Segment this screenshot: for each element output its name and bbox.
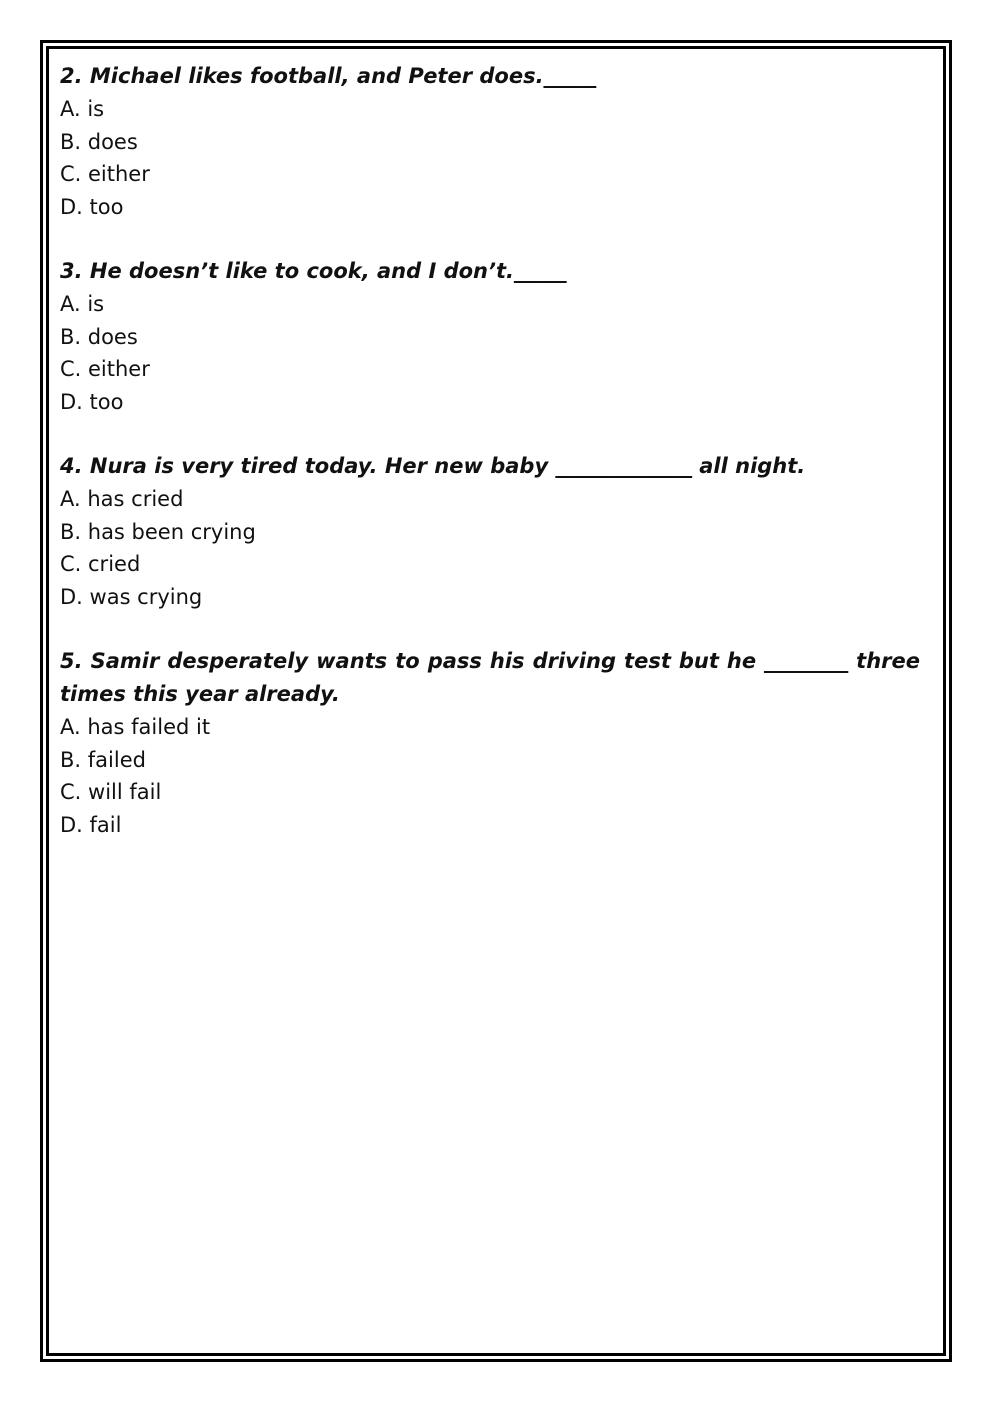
- option-d[interactable]: D. too: [60, 389, 124, 414]
- option-b[interactable]: B. failed: [60, 747, 146, 772]
- question-2: [60, 60, 920, 223]
- option-c[interactable]: C. either: [60, 162, 150, 186]
- option-b[interactable]: B. does: [60, 129, 138, 154]
- option-a[interactable]: A. has cried: [60, 487, 184, 511]
- option-b[interactable]: B. does: [60, 324, 138, 349]
- question-3: [60, 255, 920, 418]
- option-d[interactable]: D. fail: [60, 812, 122, 837]
- option-d[interactable]: D. too: [60, 194, 124, 219]
- question-stem: 3. He doesn’t like to cook, and I don’t._____: [60, 259, 567, 283]
- option-c[interactable]: C. will fail: [60, 780, 162, 804]
- option-b[interactable]: B. has been crying: [60, 519, 256, 544]
- question-5: [60, 645, 920, 841]
- option-a[interactable]: A. is: [60, 97, 105, 121]
- question-stem: 2. Michael likes football, and Peter does._____: [60, 64, 597, 88]
- option-a[interactable]: A. has failed it: [60, 715, 211, 739]
- option-d[interactable]: D. was crying: [60, 584, 203, 609]
- option-c[interactable]: C. cried: [60, 552, 141, 576]
- option-c[interactable]: C. either: [60, 357, 150, 381]
- option-a[interactable]: A. is: [60, 292, 105, 316]
- worksheet-content: [60, 60, 920, 841]
- question-4: [60, 450, 920, 613]
- question-stem: 5. Samir desperately wants to pass his driving test but he ________ three times this year already.: [60, 649, 920, 706]
- question-stem: 4. Nura is very tired today. Her new baby _____________ all night.: [60, 454, 806, 478]
